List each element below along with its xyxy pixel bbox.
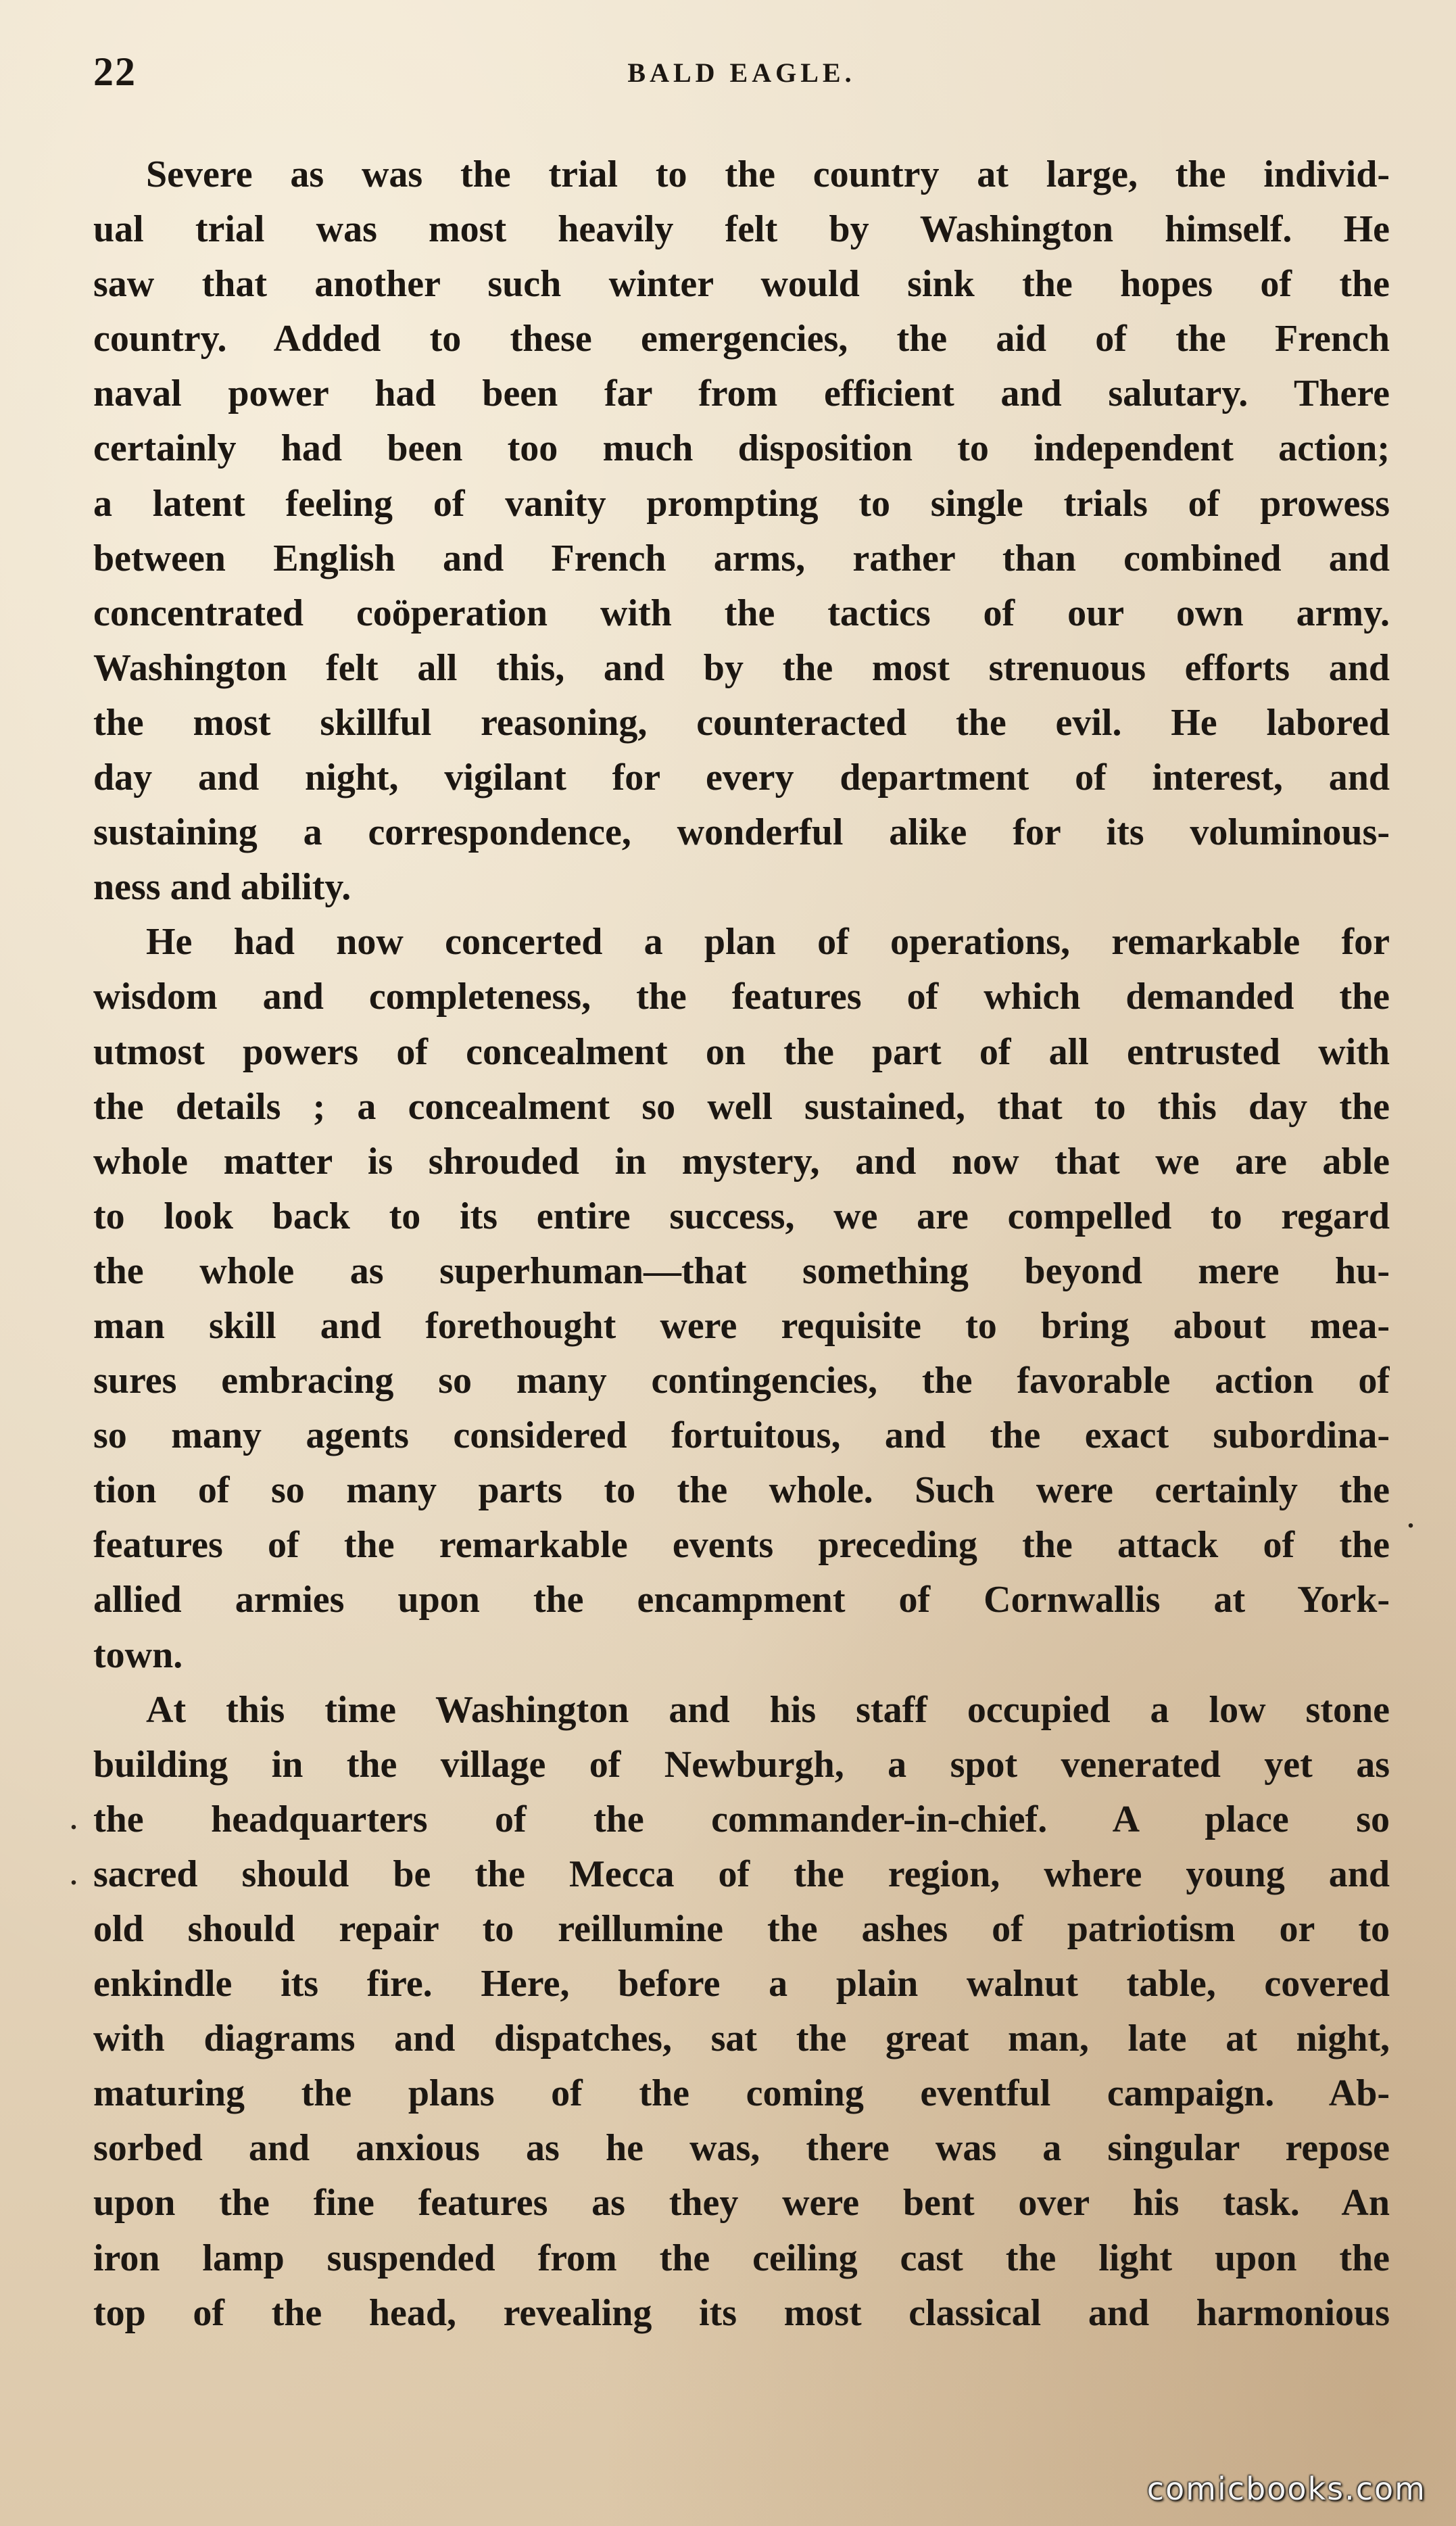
text-line: a latent feeling of vanity prompting to single trials of prowess (93, 482, 1390, 525)
text-line: top of the head, revealing its most classical and harmonious (93, 2291, 1390, 2334)
text-line: sures embracing so many contingencies, the favorable action of (93, 1360, 1390, 1402)
text-line: features of the remarkable events preceding the attack of the (93, 1524, 1390, 1567)
margin-dot-mark: . (70, 1860, 77, 1890)
text-line: utmost powers of concealment on the part of all entrusted with (93, 1030, 1390, 1073)
text-line: day and night, vigilant for every department of interest, and (93, 757, 1390, 799)
page-header (93, 49, 1390, 103)
text-line: maturing the plans of the coming eventful campaign. Ab- (93, 2072, 1390, 2115)
text-line: to look back to its entire success, we are compelled to regard (93, 1195, 1390, 1237)
text-line: iron lamp suspended from the ceiling cast the light upon the (93, 2237, 1390, 2279)
text-line: He had now concerted a plan of operations, remarkable for (146, 921, 1390, 963)
text-line: naval power had been far from efficient and salutary. There (93, 373, 1390, 415)
text-line: saw that another such winter would sink the hopes of the (93, 263, 1390, 306)
text-line: ness and ability. (93, 866, 351, 909)
body-text (93, 147, 1390, 2341)
text-line: Washington felt all this, and by the most strenuous efforts and (93, 646, 1390, 689)
text-line: the most skillful reasoning, counteracted the evil. He labored (93, 701, 1390, 744)
text-line: between English and French arms, rather than combined and (93, 537, 1390, 579)
text-line: sacred should be the Mecca of the region, where young and (93, 1853, 1390, 1895)
text-line: whole matter is shrouded in mystery, and now that we are able (93, 1140, 1390, 1183)
text-line: ual trial was most heavily felt by Washington himself. He (93, 208, 1390, 251)
text-line: so many agents considered fortuitous, and the exact subordina- (93, 1414, 1390, 1457)
text-line: old should repair to reillumine the ashes of patriotism or to (93, 1908, 1390, 1950)
text-line: tion of so many parts to the whole. Such were certainly the (93, 1469, 1390, 1512)
margin-dot-mark: . (70, 1805, 77, 1835)
text-line: sustaining a correspondence, wonderful alike for its voluminous- (93, 811, 1390, 854)
text-line: At this time Washington and his staff occupied a low stone (146, 1688, 1390, 1731)
text-line: sorbed and anxious as he was, there was a singular repose (93, 2127, 1390, 2170)
text-line: town. (93, 1634, 183, 1676)
text-line: concentrated coöperation with the tactics of our own army. (93, 592, 1390, 634)
text-line: the details ; a concealment so well sustained, that to this day the (93, 1085, 1390, 1128)
text-line: the headquarters of the commander-in-chief. A place so (93, 1798, 1390, 1840)
text-line: allied armies upon the encampment of Cornwallis at York- (93, 1579, 1390, 1621)
running-title: BALD EAGLE. (627, 57, 856, 88)
text-line: country. Added to these emergencies, the aid of the French (93, 318, 1390, 360)
watermark: comicbooks.com (1146, 2471, 1426, 2507)
text-line: building in the village of Newburgh, a spot venerated yet as (93, 1743, 1390, 1786)
text-line: man skill and forethought were requisite to bring about mea- (93, 1304, 1390, 1347)
margin-dot-mark: . (1407, 1503, 1414, 1533)
text-line: wisdom and completeness, the features of which demanded the (93, 976, 1390, 1018)
text-line: with diagrams and dispatches, sat the great man, late at night, (93, 2018, 1390, 2060)
text-line: enkindle its fire. Here, before a plain walnut table, covered (93, 1963, 1390, 2005)
text-line: upon the fine features as they were bent over his task. An (93, 2182, 1390, 2224)
text-line: the whole as superhuman—that something beyond mere hu- (93, 1249, 1390, 1292)
text-line: Severe as was the trial to the country at large, the individ- (146, 153, 1390, 195)
page-number: 22 (93, 49, 137, 94)
text-line: certainly had been too much disposition to independent action; (93, 427, 1390, 470)
